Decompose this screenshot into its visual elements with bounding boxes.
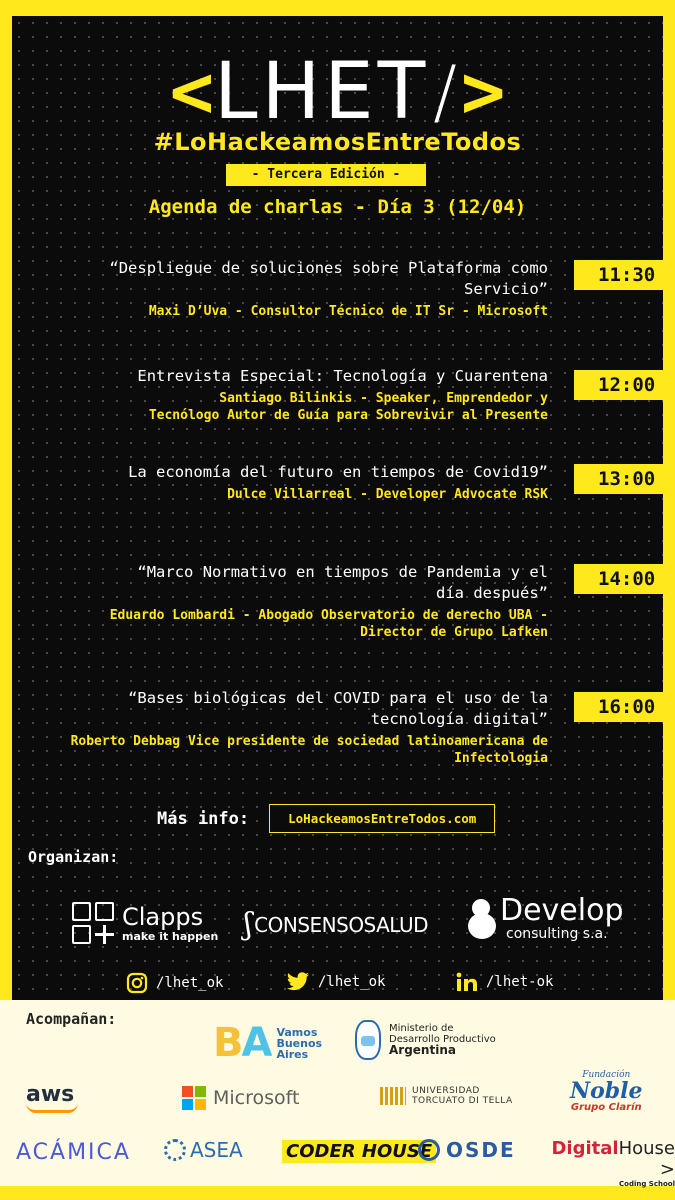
noble-name: Noble [570, 1078, 643, 1104]
ministerio-text [389, 1023, 496, 1057]
clapps-logo [72, 902, 218, 944]
osde-logo [418, 1138, 516, 1162]
talk-time: 11:30 [574, 260, 663, 290]
aws-logo [26, 1082, 78, 1113]
instagram-link[interactable] [126, 972, 223, 994]
talk-speaker: Eduardo Lombardi - Abogado Observatorio de derecho UBA - Director de Grupo Lafken [109, 608, 548, 640]
digitalhouse-subtitle: Coding School [619, 1180, 675, 1188]
more-info-label: Más info: [157, 808, 250, 829]
more-info [157, 804, 495, 833]
talk-item [12, 688, 548, 767]
twitter-icon [286, 972, 310, 992]
utdt-line2: TORCUATO DI TELLA [412, 1096, 513, 1106]
logo-word: LHET [214, 47, 430, 137]
linkedin-link[interactable] [456, 972, 553, 992]
talk-item [12, 562, 548, 641]
edition-badge: - Tercera Edición - [226, 164, 426, 186]
microsoft-name: Microsoft [213, 1087, 300, 1109]
talk-time: 13:00 [574, 464, 663, 494]
vamos-buenos-aires-logo [213, 1020, 334, 1066]
consensosalud-name: CONSENSOSALUD [254, 913, 428, 937]
lhet-logo [12, 47, 663, 137]
talk-item [12, 258, 548, 320]
asea-icon [164, 1139, 186, 1161]
asea-logo [164, 1138, 243, 1162]
logo-slash: / [433, 51, 457, 133]
instagram-icon [126, 972, 148, 994]
utdt-mark-icon [380, 1087, 406, 1105]
clapps-tagline: make it happen [122, 929, 219, 943]
linkedin-icon [456, 972, 478, 992]
logo-left-bracket: < [169, 49, 215, 135]
microsoft-logo [182, 1086, 299, 1110]
talk-title: “Marco Normativo en tiempos de Pandemia y el día después” [137, 563, 548, 602]
ba-text: Vamos Buenos Aires [276, 1025, 323, 1061]
social-links [12, 972, 663, 996]
asea-name: ASEA [190, 1138, 243, 1162]
twitter-handle: /lhet_ok [318, 974, 386, 990]
develop-name: Develop [500, 893, 624, 928]
osde-icon [418, 1139, 440, 1161]
utdt-logo [380, 1086, 513, 1106]
talk-speaker: Dulce Villarreal - Developer Advocate RSK [227, 487, 548, 502]
microsoft-grid-icon [182, 1086, 206, 1110]
supporters-footer [0, 1000, 675, 1186]
talk-item [12, 462, 548, 503]
develop-subtitle: consulting s.a. [506, 926, 608, 942]
instagram-handle: /lhet_ok [156, 975, 224, 991]
coderhouse-logo: CODER HOUSE [282, 1140, 436, 1163]
talk-item [12, 366, 548, 424]
talk-time: 14:00 [574, 564, 663, 594]
digitalhouse-house: House > [618, 1138, 675, 1180]
aws-name: aws [26, 1082, 75, 1107]
fundacion-noble-logo [570, 1070, 643, 1113]
organizers-label: Organizan: [28, 848, 119, 866]
digitalhouse-logo [550, 1138, 675, 1188]
talk-title: La economía del futuro en tiempos de Covid19” [128, 463, 548, 481]
supporters-label: Acompañan: [26, 1010, 117, 1028]
event-poster [12, 16, 663, 1000]
talk-title: “Bases biológicas del COVID para el uso de la tecnología digital” [128, 689, 548, 728]
talk-speaker: Maxi D’Uva - Consultor Técnico de IT Sr - Microsoft [148, 304, 548, 319]
argentina-seal-icon [355, 1020, 381, 1060]
talk-title: “Despliegue de soluciones sobre Plataforma como Servicio” [109, 259, 548, 298]
ba-mark: BA [213, 1020, 271, 1066]
ministerio-line3: Argentina [389, 1043, 456, 1057]
talk-time: 12:00 [574, 370, 663, 400]
twitter-link[interactable] [286, 972, 385, 992]
logo-right-bracket: > [460, 49, 506, 135]
digitalhouse-name [550, 1138, 675, 1180]
digitalhouse-digital: Digital [551, 1138, 619, 1159]
ministerio-logo [355, 1020, 496, 1060]
utdt-line1: UNIVERSIDAD [412, 1086, 480, 1096]
osde-name: OSDE [446, 1138, 516, 1162]
agenda-title: Agenda de charlas - Día 3 (12/04) [148, 196, 527, 218]
noble-grupo: Grupo Clarín [570, 1102, 642, 1113]
acamica-logo: ACÁMICA [16, 1140, 131, 1165]
talk-speaker: Roberto Debbag Vice presidente de sociedad latinoamericana de Infectologia [70, 734, 548, 766]
consensosalud-icon: ʃ [244, 907, 253, 942]
organizers-logos [12, 893, 663, 956]
clapps-grid-icon [72, 902, 114, 944]
utdt-text [412, 1086, 513, 1106]
ministerio-line2: Desarrollo Productivo [389, 1034, 496, 1045]
talk-title: Entrevista Especial: Tecnología y Cuarentena [137, 367, 548, 385]
consensosalud-logo [244, 907, 428, 942]
linkedin-handle: /lhet-ok [486, 974, 554, 990]
talk-time: 16:00 [574, 692, 663, 722]
website-link[interactable]: LoHackeamosEntreTodos.com [269, 804, 495, 833]
clapps-name: Clapps [122, 902, 204, 931]
noble-fundacion: Fundación [582, 1070, 631, 1080]
develop-icon [468, 899, 496, 939]
ministerio-line1: Ministerio de [389, 1023, 454, 1034]
develop-logo [468, 893, 624, 942]
talk-speaker: Santiago Bilinkis - Speaker, Emprendedor y Tecnólogo Autor de Guía para Sobrevivir al Presente [148, 391, 548, 423]
hashtag: #LoHackeamosEntreTodos [153, 128, 522, 156]
